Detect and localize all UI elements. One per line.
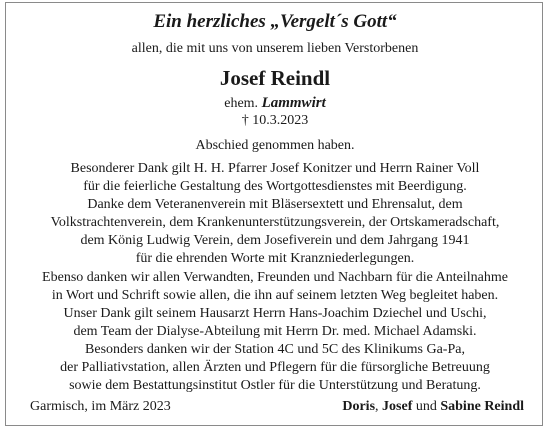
death-date: † 10.3.2023 [241,113,309,128]
signature-separator: und [412,399,441,414]
body-line: sowie dem Bestattungsinstitut Ostler für die Unterstützung und Beratung. [69,378,481,394]
body-line: für die ehrenden Worte mit Kranzniederlegungen. [135,251,415,267]
farewell-line: Abschied genommen haben. [195,138,355,153]
signature-name-josef: Josef [382,399,413,414]
place-date: Garmisch, im März 2023 [30,399,171,414]
occupation-prefix: ehem. [224,96,259,111]
body-line: der Palliativstation, allen Ärzten und Pflegern für die fürsorgliche Betreuung [60,360,490,376]
body-line: für die feierliche Gestaltung des Wortgottesdienstes mit Beerdigung. [83,179,467,195]
thanks-body [0,160,550,395]
deceased-occupation [0,94,550,113]
signature [342,398,524,416]
body-line: Volkstrachtenverein, dem Krankenunterstützungsverein, der Ortskameradschaft, [50,215,500,231]
body-line: Danke dem Veteranenverein mit Bläsersextett und Ehrensalut, dem [87,197,463,213]
deceased-name: Josef Reindl [219,66,331,90]
body-line: dem König Ludwig Verein, dem Josefiverein und dem Jahrgang 1941 [80,233,470,249]
body-line: in Wort und Schrift sowie allen, die ihn auf seinem letzten Weg begleitet haben. [51,287,499,303]
body-line: Ebenso danken wir allen Verwandten, Freunden und Nachbarn für die Anteilnahme [42,269,508,285]
signature-name-sabine: Sabine Reindl [440,399,524,414]
thanks-heading: Ein herzliches „Vergelt´s Gott“ [153,11,397,32]
signature-separator: , [375,399,383,414]
body-line: dem Team der Dialyse-Abteilung mit Herrn Dr. med. Michael Adamski. [73,323,477,339]
thanks-subheading: allen, die mit uns von unserem lieben Verstorbenen [131,41,419,56]
body-line: Unser Dank gilt seinem Hausarzt Herrn Hans-Joachim Dziechel und Uschi, [63,305,487,321]
body-line: Besonderer Dank gilt H. H. Pfarrer Josef Konitzer und Herrn Rainer Voll [70,161,480,176]
signature-name-doris: Doris [342,399,376,414]
occupation-title: Lammwirt [261,95,326,111]
body-line: Besonders danken wir der Station 4C und 5C des Klinikums Ga-Pa, [85,341,465,357]
